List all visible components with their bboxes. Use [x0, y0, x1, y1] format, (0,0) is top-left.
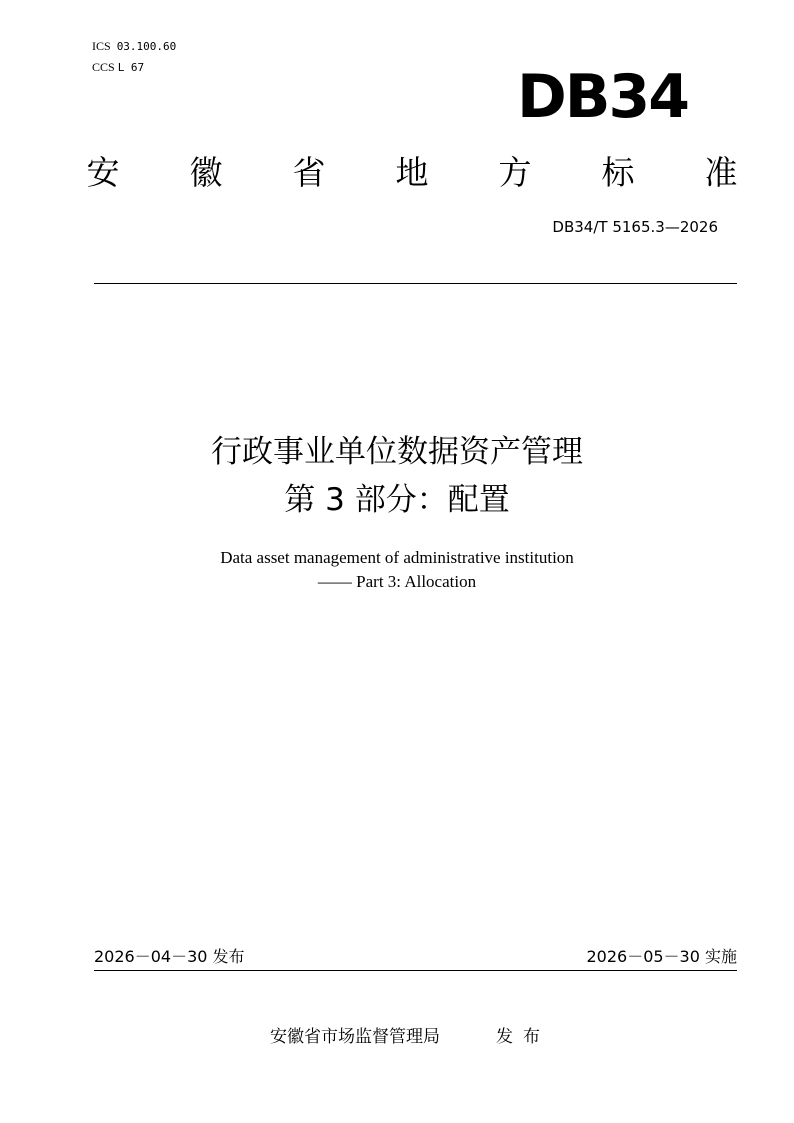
standard-type-char: 安 [86, 153, 120, 192]
issue-date: 2026－04－30 发布 [94, 947, 245, 966]
ics-code: 03.100.60 [116, 40, 177, 53]
issuer-name: 安徽省市场监督管理局 [270, 1027, 440, 1047]
header-divider [94, 283, 737, 284]
ics-label: ICS [92, 39, 111, 53]
standard-type-char: 标 [601, 153, 635, 192]
standard-type-char: 徽 [189, 153, 223, 192]
standard-code: DB34/T 5165.3—2026 [552, 218, 718, 236]
ics-classification [92, 39, 176, 54]
standard-type-heading [80, 150, 744, 196]
standard-type-char: 方 [498, 153, 532, 192]
standard-type-char: 地 [395, 153, 429, 192]
title-en-line2: —— Part 3: Allocation [317, 572, 477, 591]
footer-divider [94, 970, 737, 971]
standard-type-char: 准 [704, 153, 738, 192]
db-standard-logo: DB34 [516, 62, 688, 132]
ccs-classification [92, 60, 144, 75]
implementation-date: 2026－05－30 实施 [586, 947, 737, 966]
title-en-line1: Data asset management of administrative institution [220, 548, 574, 567]
title-zh-line1: 行政事业单位数据资产管理 [211, 434, 583, 470]
ccs-label: CCS [92, 60, 115, 74]
standard-type-char: 省 [292, 153, 326, 192]
ccs-code: L 67 [117, 61, 145, 74]
title-zh-line2: 第 3 部分：配置 [284, 482, 510, 518]
issuer-action: 发布 [496, 1027, 550, 1047]
